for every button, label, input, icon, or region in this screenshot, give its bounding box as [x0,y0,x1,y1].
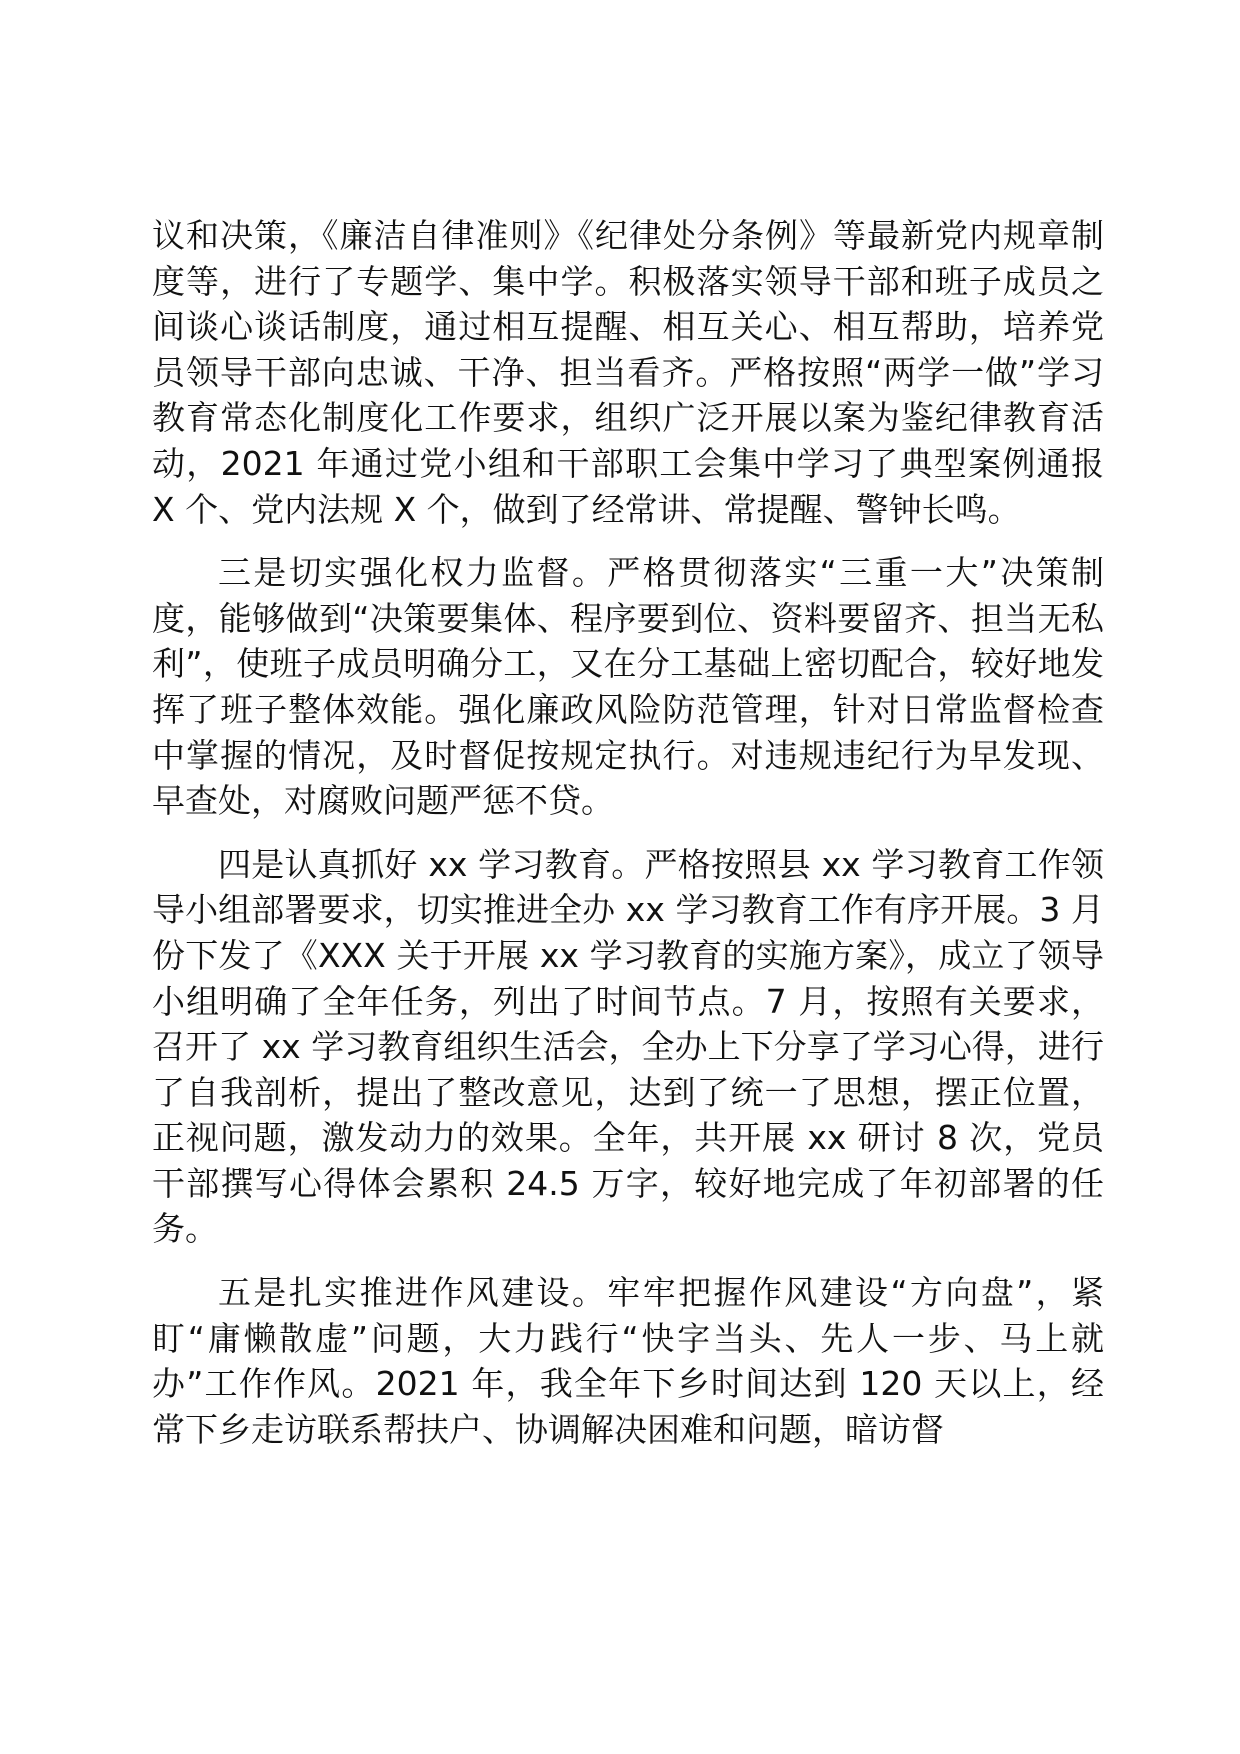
paragraph-continued: 议和决策，《廉洁自律准则》《纪律处分条例》等最新党内规章制度等，进行了专题学、集中学。积极落实领导干部和班子成员之间谈心谈话制度，通过相互提醒、相互关心、相互帮助，培养党员领导干部向忠诚、干净、担当看齐。严格按照“两学一做”学习教育常态化制度化工作要求，组织广泛开展以案为鉴纪律教育活动，2021 年通过党小组和干部职工会集中学习了典型案例通报 X 个、党内法规 X 个，做到了经常讲、常提醒、警钟长鸣。 [152,216,1104,529]
paragraph-study-education: 四是认真抓好 xx 学习教育。严格按照县 xx 学习教育工作领导小组部署要求，切实推进全办 xx 学习教育工作有序开展。3 月份下发了《XXX 关于开展 xx 学习教育的实施方案》，成立了领导小组明确了全年任务，列出了时间节点。7 月，按照有关要求，召开了 xx 学习教育组织生活会，全办上下分享了学习心得，进行了自我剖析，提出了整改意见，达到了统一了思想，摆正位置，正视问题，激发动力的效果。全年，共开展 xx 研讨 8 次，党员干部撰写心得体会累积 24.5 万字，较好地完成了年初部署的任务。 [152,844,1104,1249]
paragraph-power-supervision: 三是切实强化权力监督。严格贯彻落实“三重一大”决策制度，能够做到“决策要集体、程序要到位、资料要留齐、担当无私利”，使班子成员明确分工，又在分工基础上密切配合，较好地发挥了班子整体效能。强化廉政风险防范管理，针对日常监督检查中掌握的情况，及时督促按规定执行。对违规违纪行为早发现、早查处，对腐败问题严惩不贷。 [152,553,1104,821]
paragraph-work-style: 五是扎实推进作风建设。牢牢把握作风建设“方向盘”，紧盯“庸懒散虚”问题，大力践行“快字当头、先人一步、马上就办”工作作风。2021 年，我全年下乡时间达到 120 天以上，经常下乡走访联系帮扶户、协调解决困难和问题，暗访督 [152,1273,1104,1449]
document-body [152,213,1104,1452]
